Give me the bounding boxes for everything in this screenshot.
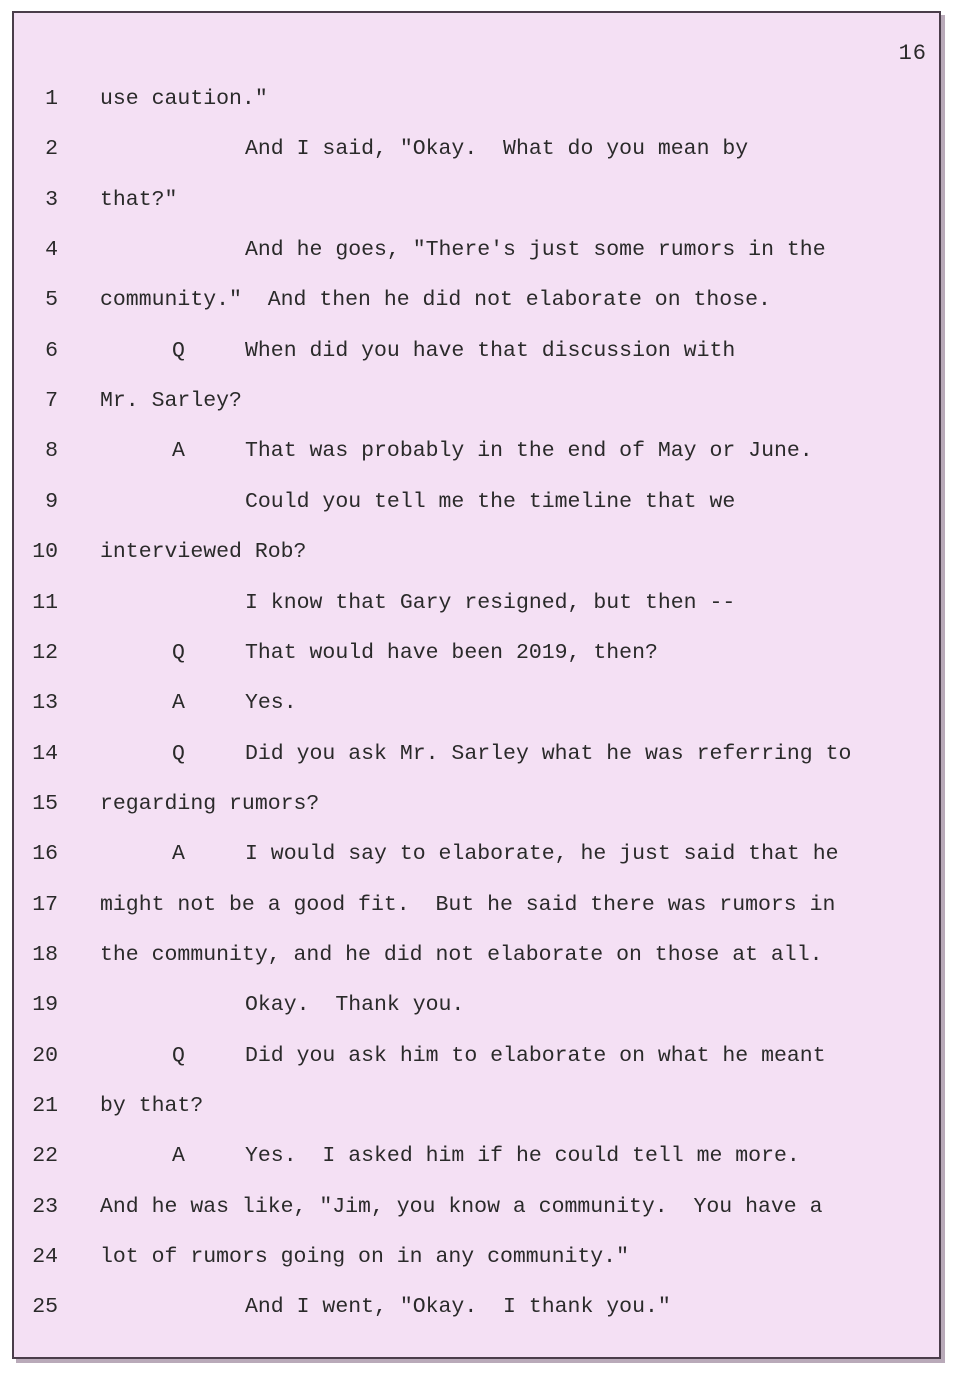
line-text: That would have been 2019, then? bbox=[245, 640, 658, 665]
line-text: Mr. Sarley? bbox=[100, 389, 242, 414]
line-number: 5 bbox=[45, 288, 58, 313]
line-text: And I said, "Okay. What do you mean by bbox=[245, 137, 749, 162]
line-number: 9 bbox=[45, 489, 58, 514]
transcript-line bbox=[14, 937, 939, 973]
transcript-line bbox=[14, 534, 939, 570]
line-text: And he was like, "Jim, you know a community. You have a bbox=[100, 1194, 823, 1219]
speaker-label: A bbox=[172, 842, 185, 867]
transcript-line bbox=[14, 1239, 939, 1275]
line-text: by that? bbox=[100, 1094, 204, 1118]
speaker-label: A bbox=[172, 691, 185, 716]
page-number: 16 bbox=[898, 41, 927, 66]
transcript-line bbox=[14, 484, 939, 520]
line-text: Okay. Thank you. bbox=[245, 993, 465, 1018]
transcript-line bbox=[14, 182, 939, 218]
line-text: lot of rumors going on in any community." bbox=[100, 1245, 629, 1270]
line-text: I know that Gary resigned, but then -- bbox=[245, 590, 736, 615]
line-number: 7 bbox=[45, 389, 58, 414]
line-number: 6 bbox=[45, 338, 58, 363]
line-text: Yes. I asked him if he could tell me more. bbox=[245, 1144, 800, 1169]
line-number: 19 bbox=[32, 993, 58, 1018]
line-number: 25 bbox=[32, 1295, 58, 1320]
transcript-line bbox=[14, 81, 939, 117]
speaker-label: Q bbox=[172, 1043, 185, 1068]
line-number: 14 bbox=[32, 741, 58, 766]
line-text: that?" bbox=[100, 187, 178, 212]
transcript-line bbox=[14, 987, 939, 1023]
transcript-line bbox=[14, 433, 939, 469]
line-text: use caution." bbox=[100, 87, 268, 111]
transcript-line bbox=[14, 383, 939, 419]
transcript-line bbox=[14, 282, 939, 318]
line-text: community." And then he did not elaborate on those. bbox=[100, 288, 771, 313]
line-text: the community, and he did not elaborate on those at all. bbox=[100, 942, 823, 967]
line-number: 22 bbox=[32, 1144, 58, 1169]
line-text: That was probably in the end of May or June. bbox=[245, 439, 813, 464]
line-text: And I went, "Okay. I thank you." bbox=[245, 1295, 671, 1320]
transcript-line bbox=[14, 1038, 939, 1074]
transcript-line bbox=[14, 585, 939, 621]
line-number: 4 bbox=[45, 238, 58, 263]
line-number: 21 bbox=[32, 1094, 58, 1118]
line-number: 16 bbox=[32, 842, 58, 867]
line-text: When did you have that discussion with bbox=[245, 338, 736, 363]
line-number: 24 bbox=[32, 1245, 58, 1270]
transcript-line bbox=[14, 635, 939, 671]
transcript-line bbox=[14, 333, 939, 369]
line-text: might not be a good fit. But he said there was rumors in bbox=[100, 892, 836, 917]
speaker-label: Q bbox=[172, 640, 185, 665]
speaker-label: Q bbox=[172, 338, 185, 363]
transcript-line bbox=[14, 1088, 939, 1124]
line-text: regarding rumors? bbox=[100, 791, 320, 816]
transcript-line bbox=[14, 232, 939, 268]
transcript-line bbox=[14, 836, 939, 872]
speaker-label: A bbox=[172, 1144, 185, 1169]
line-text: Did you ask Mr. Sarley what he was referring to bbox=[245, 741, 852, 766]
transcript-line bbox=[14, 685, 939, 721]
transcript-line bbox=[14, 786, 939, 822]
line-number: 15 bbox=[32, 791, 58, 816]
line-number: 12 bbox=[32, 640, 58, 665]
line-text: Yes. bbox=[245, 691, 297, 716]
line-number: 8 bbox=[45, 439, 58, 464]
line-number: 13 bbox=[32, 691, 58, 716]
transcript-line bbox=[14, 736, 939, 772]
line-number: 1 bbox=[45, 87, 58, 111]
speaker-label: Q bbox=[172, 741, 185, 766]
transcript-line bbox=[14, 1138, 939, 1174]
line-number: 3 bbox=[45, 187, 58, 212]
line-text: And he goes, "There's just some rumors in the bbox=[245, 238, 826, 263]
transcript-line bbox=[14, 1289, 939, 1325]
transcript-page bbox=[12, 11, 941, 1359]
line-number: 18 bbox=[32, 942, 58, 967]
line-number: 23 bbox=[32, 1194, 58, 1219]
transcript-line bbox=[14, 131, 939, 167]
line-number: 10 bbox=[32, 540, 58, 565]
speaker-label: A bbox=[172, 439, 185, 464]
line-text: Could you tell me the timeline that we bbox=[245, 489, 736, 514]
line-number: 17 bbox=[32, 892, 58, 917]
line-text: I would say to elaborate, he just said that he bbox=[245, 842, 839, 867]
line-text: Did you ask him to elaborate on what he meant bbox=[245, 1043, 826, 1068]
line-number: 2 bbox=[45, 137, 58, 162]
line-number: 20 bbox=[32, 1043, 58, 1068]
line-text: interviewed Rob? bbox=[100, 540, 307, 565]
line-number: 11 bbox=[32, 590, 58, 615]
transcript-line bbox=[14, 1189, 939, 1225]
transcript-line bbox=[14, 887, 939, 923]
